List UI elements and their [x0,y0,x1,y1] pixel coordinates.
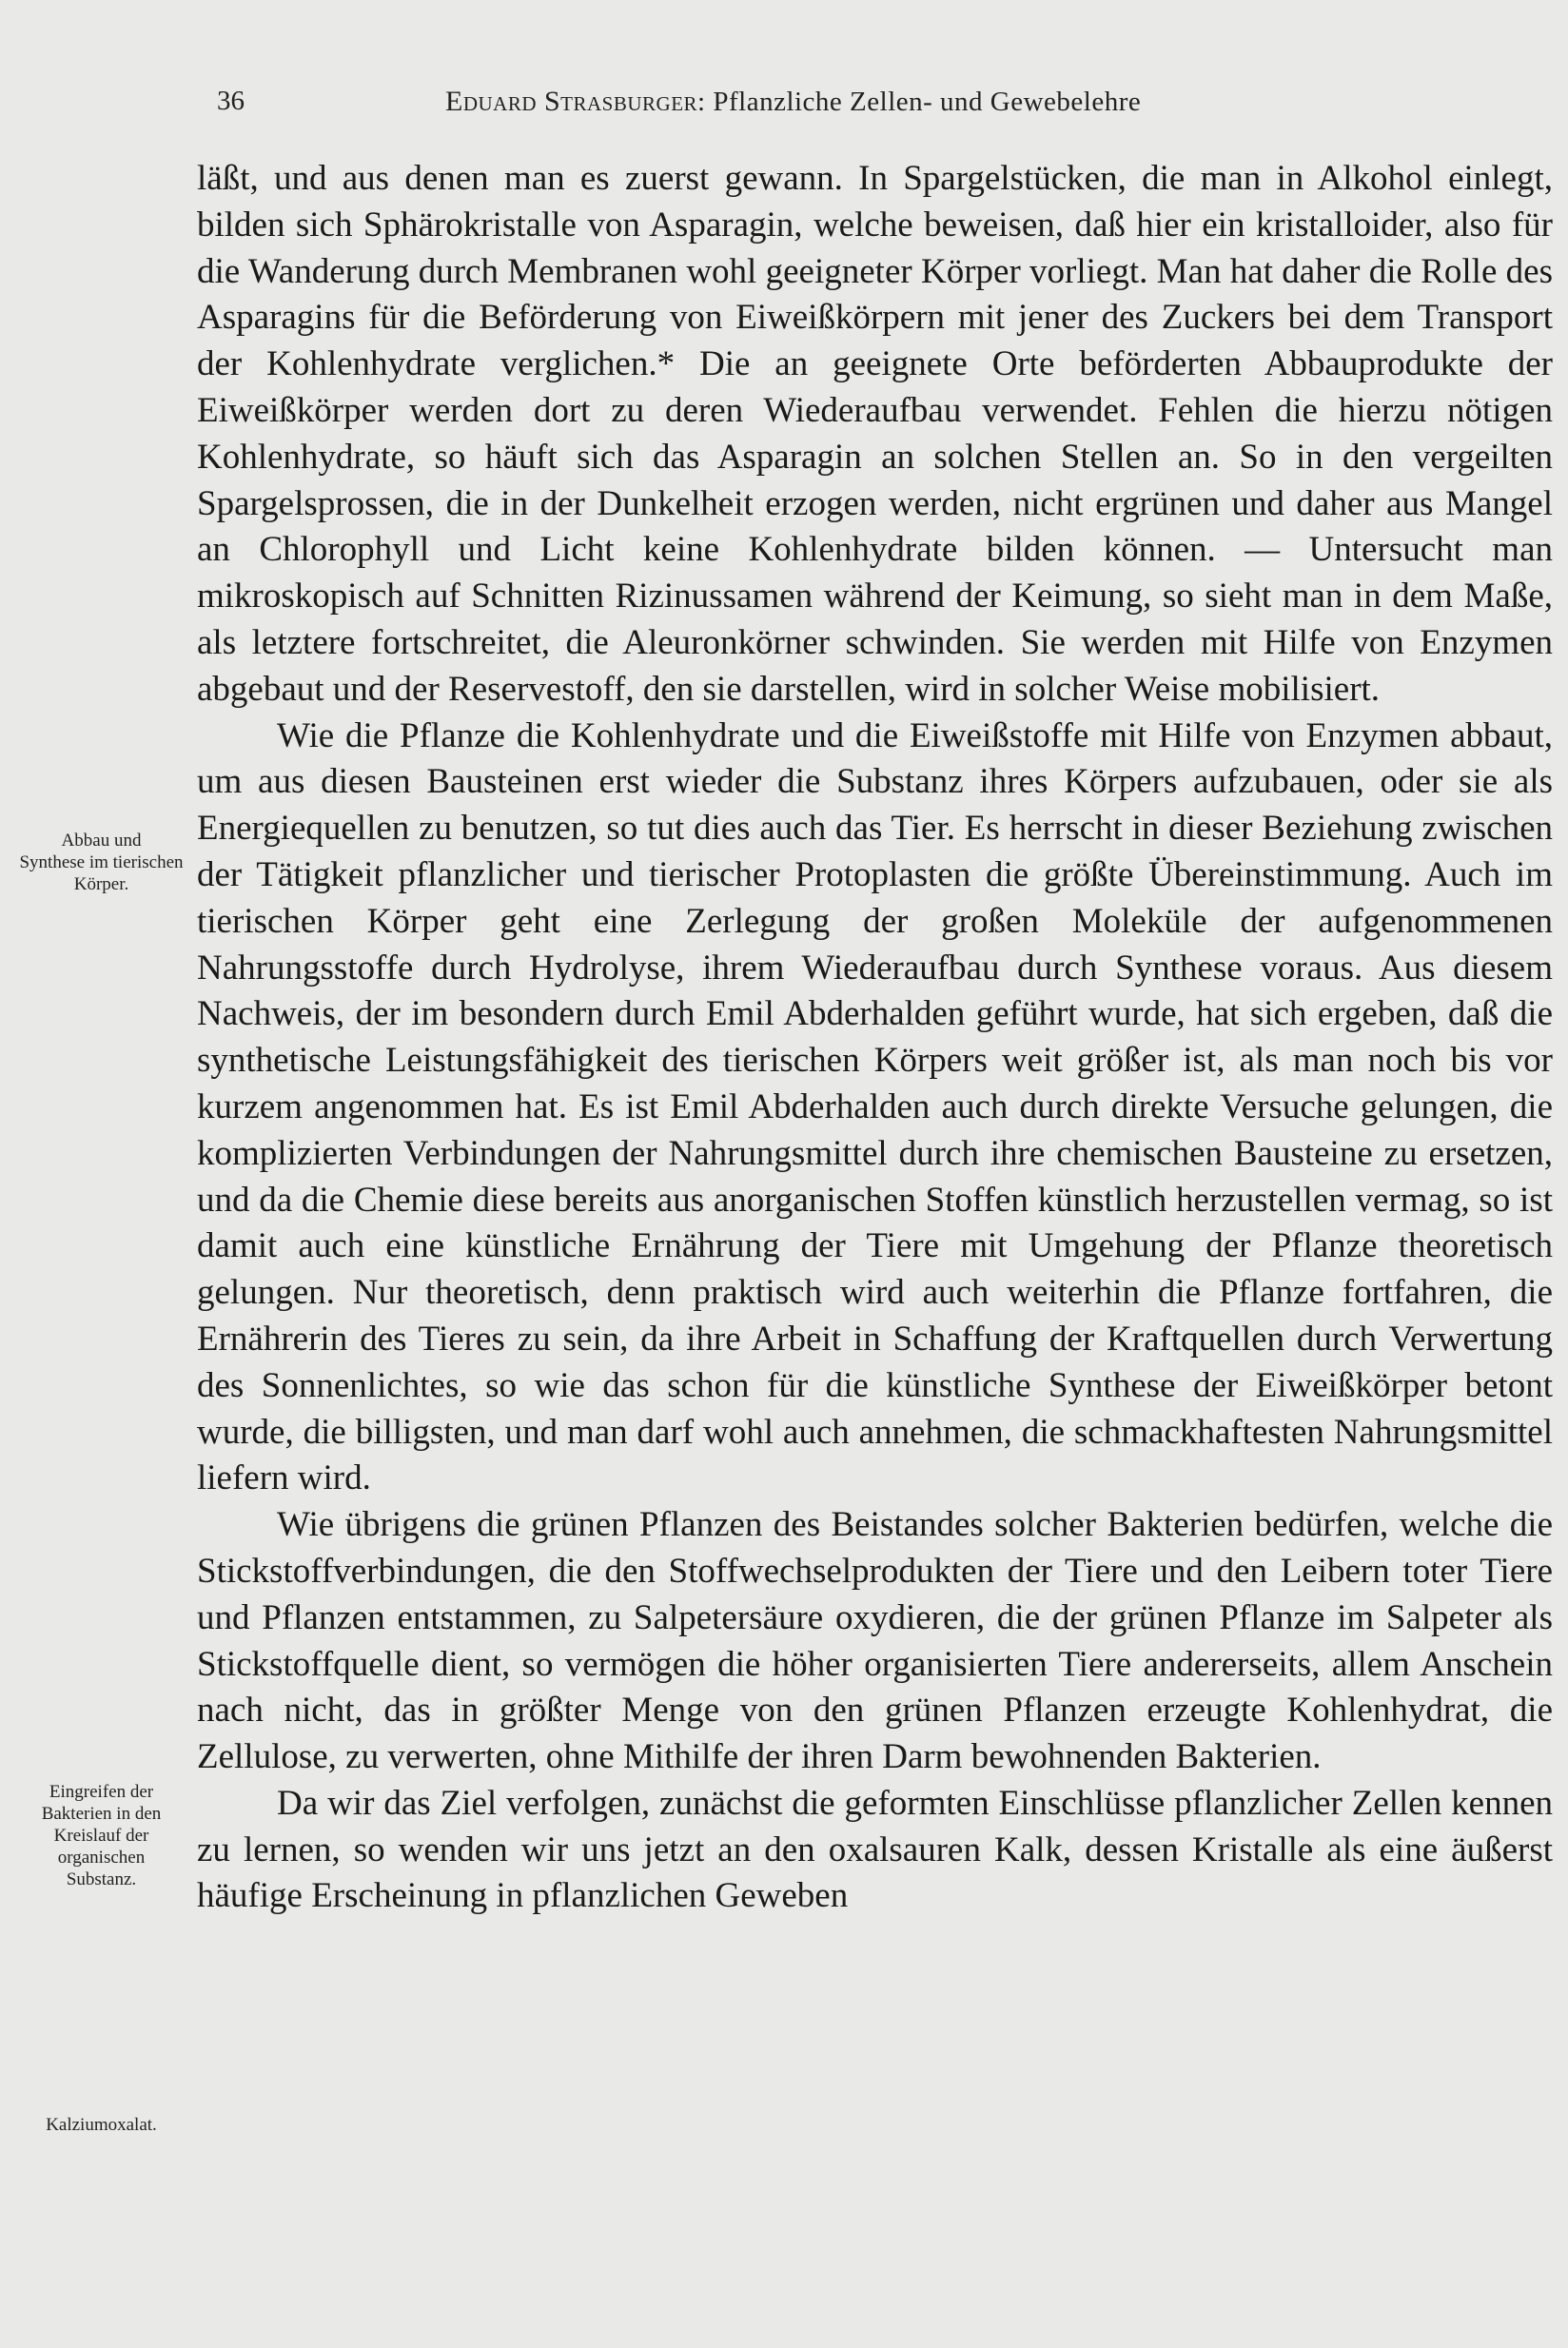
margin-note-kalziumoxalat: Kalziumoxalat. [46,2115,157,2135]
body-text [197,156,1553,1920]
page-number: 36 [217,86,245,116]
running-header [217,86,1321,127]
paragraph-calcium-oxalate: Da wir das Ziel verfolgen, zunächst die geformten Einschlüsse pflanzlicher Zellen kennen zu lernen, so wenden wir uns jetzt an den oxalsauren Kalk, dessen Kristalle als eine äußerst häufige Erscheinung in pflanzlichen Geweben [197,1783,1553,1916]
paragraph-animal-synthesis: Wie die Pflanze die Kohlenhydrate und die Eiweißstoffe mit Hilfe von Enzymen abbaut, um aus diesen Bausteinen erst wieder die Substanz ihres Körpers aufzubauen, oder sie als Energiequellen zu benutzen, so tut dies auch das Tier. Es herrscht in dieser Beziehung zwischen der Tätigkeit pflanzlicher und tierischer Protoplasten die größte Übereinstimmung. Auch im tierischen Körper geht eine Zerlegung der großen Moleküle der aufgenommenen Nahrungsstoffe durch Hydrolyse, ihrem Wiederaufbau durch Synthese voraus. Aus diesem Nachweis, der im besondern durch Emil Abderhalden geführt wurde, hat sich ergeben, daß die synthetische Leistungsfähigkeit des tierischen Körpers weit größer ist, als man noch bis vor kurzem angenommen hat. Es ist Emil Abderhalden auch durch direkte Versuche gelungen, die komplizierten Verbindungen der Nahrungsmittel durch ihre chemischen Bausteine zu ersetzen, und da die Chemie diese bereits aus anorganischen Stoffen künstlich herzustellen vermag, so ist damit auch eine künstliche Ernährung der Tiere mit Umgehung der Pflanze theoretisch gelungen. Nur theoretisch, denn praktisch wird auch weiterhin die Pflanze fortfahren, die Ernährerin des Tieres zu sein, da ihre Arbeit in Schaffung der Kraftquellen durch Verwertung des Sonnenlichtes, so wie das schon für die künstliche Synthese der Eiweißkörper betont wurde, die billigsten, und man darf wohl auch annehmen, die schmackhaftesten Nahrungsmittel liefern wird. [197,715,1553,1498]
author-name: Eduard Strasburger [445,86,698,117]
title-separator: : [697,87,714,117]
book-title: Pflanzliche Zellen- und Gewebelehre [713,87,1142,117]
paragraph-bacteria: Wie übrigens die grünen Pflanzen des Beistandes solcher Bakterien bedürfen, welche die Stickstoffverbindungen, die den Stoffwechselprodukten der Tiere und den Leibern toter Tiere und Pflanzen entstammen, zu Salpetersäure oxydieren, die der grünen Pflanze im Salpeter als Stickstoffquelle dient, so vermögen die höher organisierten Tiere andererseits, allem Anschein nach nicht, das in größter Menge von den grünen Pflanzen erzeugte Kohlenhydrat, die Zellulose, zu verwerten, ohne Mithilfe der ihren Darm bewohnenden Bakterien. [197,1505,1553,1777]
margin-note-abbau-synthese: Abbau und Synthese im tierischen Körper. [19,831,184,894]
paragraph-asparagin: läßt, und aus denen man es zuerst gewann. In Spargelstücken, die man in Alkohol einlegt, bilden sich Sphärokristalle von Asparagin, welche beweisen, daß hier ein kristalloider, also für die Wanderung durch Membranen wohl geeigneter Körper vorliegt. Man hat daher die Rolle des Asparagins für die Beförderung von Eiweißkörpern mit jener des Zuckers bei dem Transport der Kohlenhydrate verglichen.* Die an geeignete Orte beförderten Abbauprodukte der Eiweißkörper werden dort zu deren Wiederaufbau verwendet. Fehlen die hierzu nötigen Kohlenhydrate, so häuft sich das Asparagin an solchen Stellen an. So in den vergeilten Spargelsprossen, die in der Dunkelheit erzogen werden, nicht ergrünen und daher aus Mangel an Chlorophyll und Licht keine Kohlenhydrate bilden können. — Untersucht man mikroskopisch auf Schnitten Rizinussamen während der Keimung, so sieht man in dem Maße, als letztere fortschreitet, die Aleuronkörner schwinden. Sie werden mit Hilfe von Enzymen abgebaut und der Reservestoff, den sie darstellen, wird in solcher Weise mobilisiert. [197,159,1553,709]
margin-note-bakterien: Eingreifen der Bakterien in den Kreislauf der organischen Substanz. [41,1782,162,1889]
running-title [445,86,1141,118]
